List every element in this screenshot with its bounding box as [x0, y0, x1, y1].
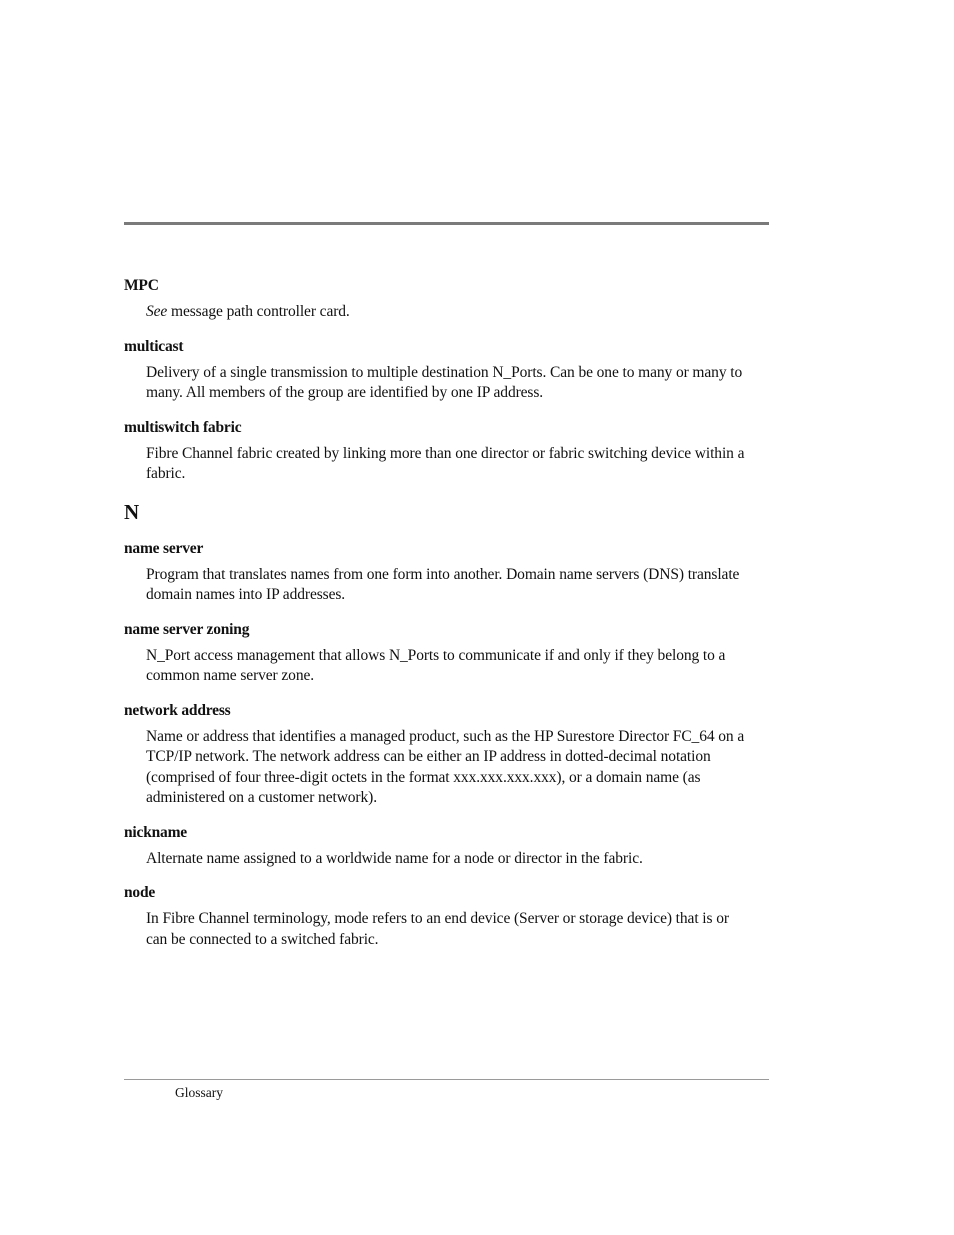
glossary-entry-name-server-zoning: [124, 620, 769, 687]
definition-text: message path controller card.: [167, 303, 350, 320]
glossary-term: name server: [124, 539, 204, 557]
glossary-entry-nickname: [124, 823, 769, 870]
glossary-entry-network-address: [124, 701, 769, 809]
glossary-term: node: [124, 884, 156, 901]
footer-rule: [124, 1079, 769, 1080]
glossary-definition: In Fibre Channel terminology, mode refers to an end device (Server or storage device) that is or can be connected to a switched fabric.: [146, 910, 729, 948]
glossary-definition: Alternate name assigned to a worldwide name for a node or director in the fabric.: [146, 849, 643, 867]
section-letter-heading: N: [124, 499, 140, 524]
glossary-term: network address: [124, 701, 231, 719]
glossary-entry-name-server: [124, 539, 769, 606]
glossary-definition: Name or address that identifies a managed product, such as the HP Surestore Director FC_64 on a TCP/IP network. The network address can be either an IP address in dotted-decimal notation (comprised of four three-digit octets in the format xxx.xxx.xxx.xxx), or a domain name (as administered on a customer network).: [146, 727, 745, 806]
glossary-definition: Program that translates names from one form into another. Domain name servers (DNS) translate domain names into IP addresses.: [146, 565, 740, 603]
glossary-entry-multicast: [124, 337, 769, 404]
glossary-term: multicast: [124, 337, 184, 355]
glossary-definition: N_Port access management that allows N_Ports to communicate if and only if they belong to a common name server zone.: [146, 646, 726, 684]
footer-section-label: Glossary: [175, 1085, 223, 1100]
glossary-content: [124, 276, 769, 964]
glossary-term: MPC: [124, 277, 159, 294]
glossary-term: name server zoning: [124, 620, 250, 638]
glossary-entry-multiswitch-fabric: [124, 418, 769, 485]
glossary-definition: Fibre Channel fabric created by linking more than one director or fabric switching device within a fabric.: [146, 444, 745, 482]
glossary-definition: Delivery of a single transmission to multiple destination N_Ports. Can be one to many or many to many. All members of the group are identified by one IP address.: [146, 363, 743, 401]
glossary-entry-node: [124, 883, 769, 950]
glossary-definition: [146, 302, 746, 323]
header-rule: [124, 222, 769, 225]
glossary-term: nickname: [124, 823, 187, 841]
glossary-entry-mpc: [124, 276, 769, 323]
glossary-term: multiswitch fabric: [124, 418, 242, 436]
see-reference: See: [146, 303, 168, 320]
